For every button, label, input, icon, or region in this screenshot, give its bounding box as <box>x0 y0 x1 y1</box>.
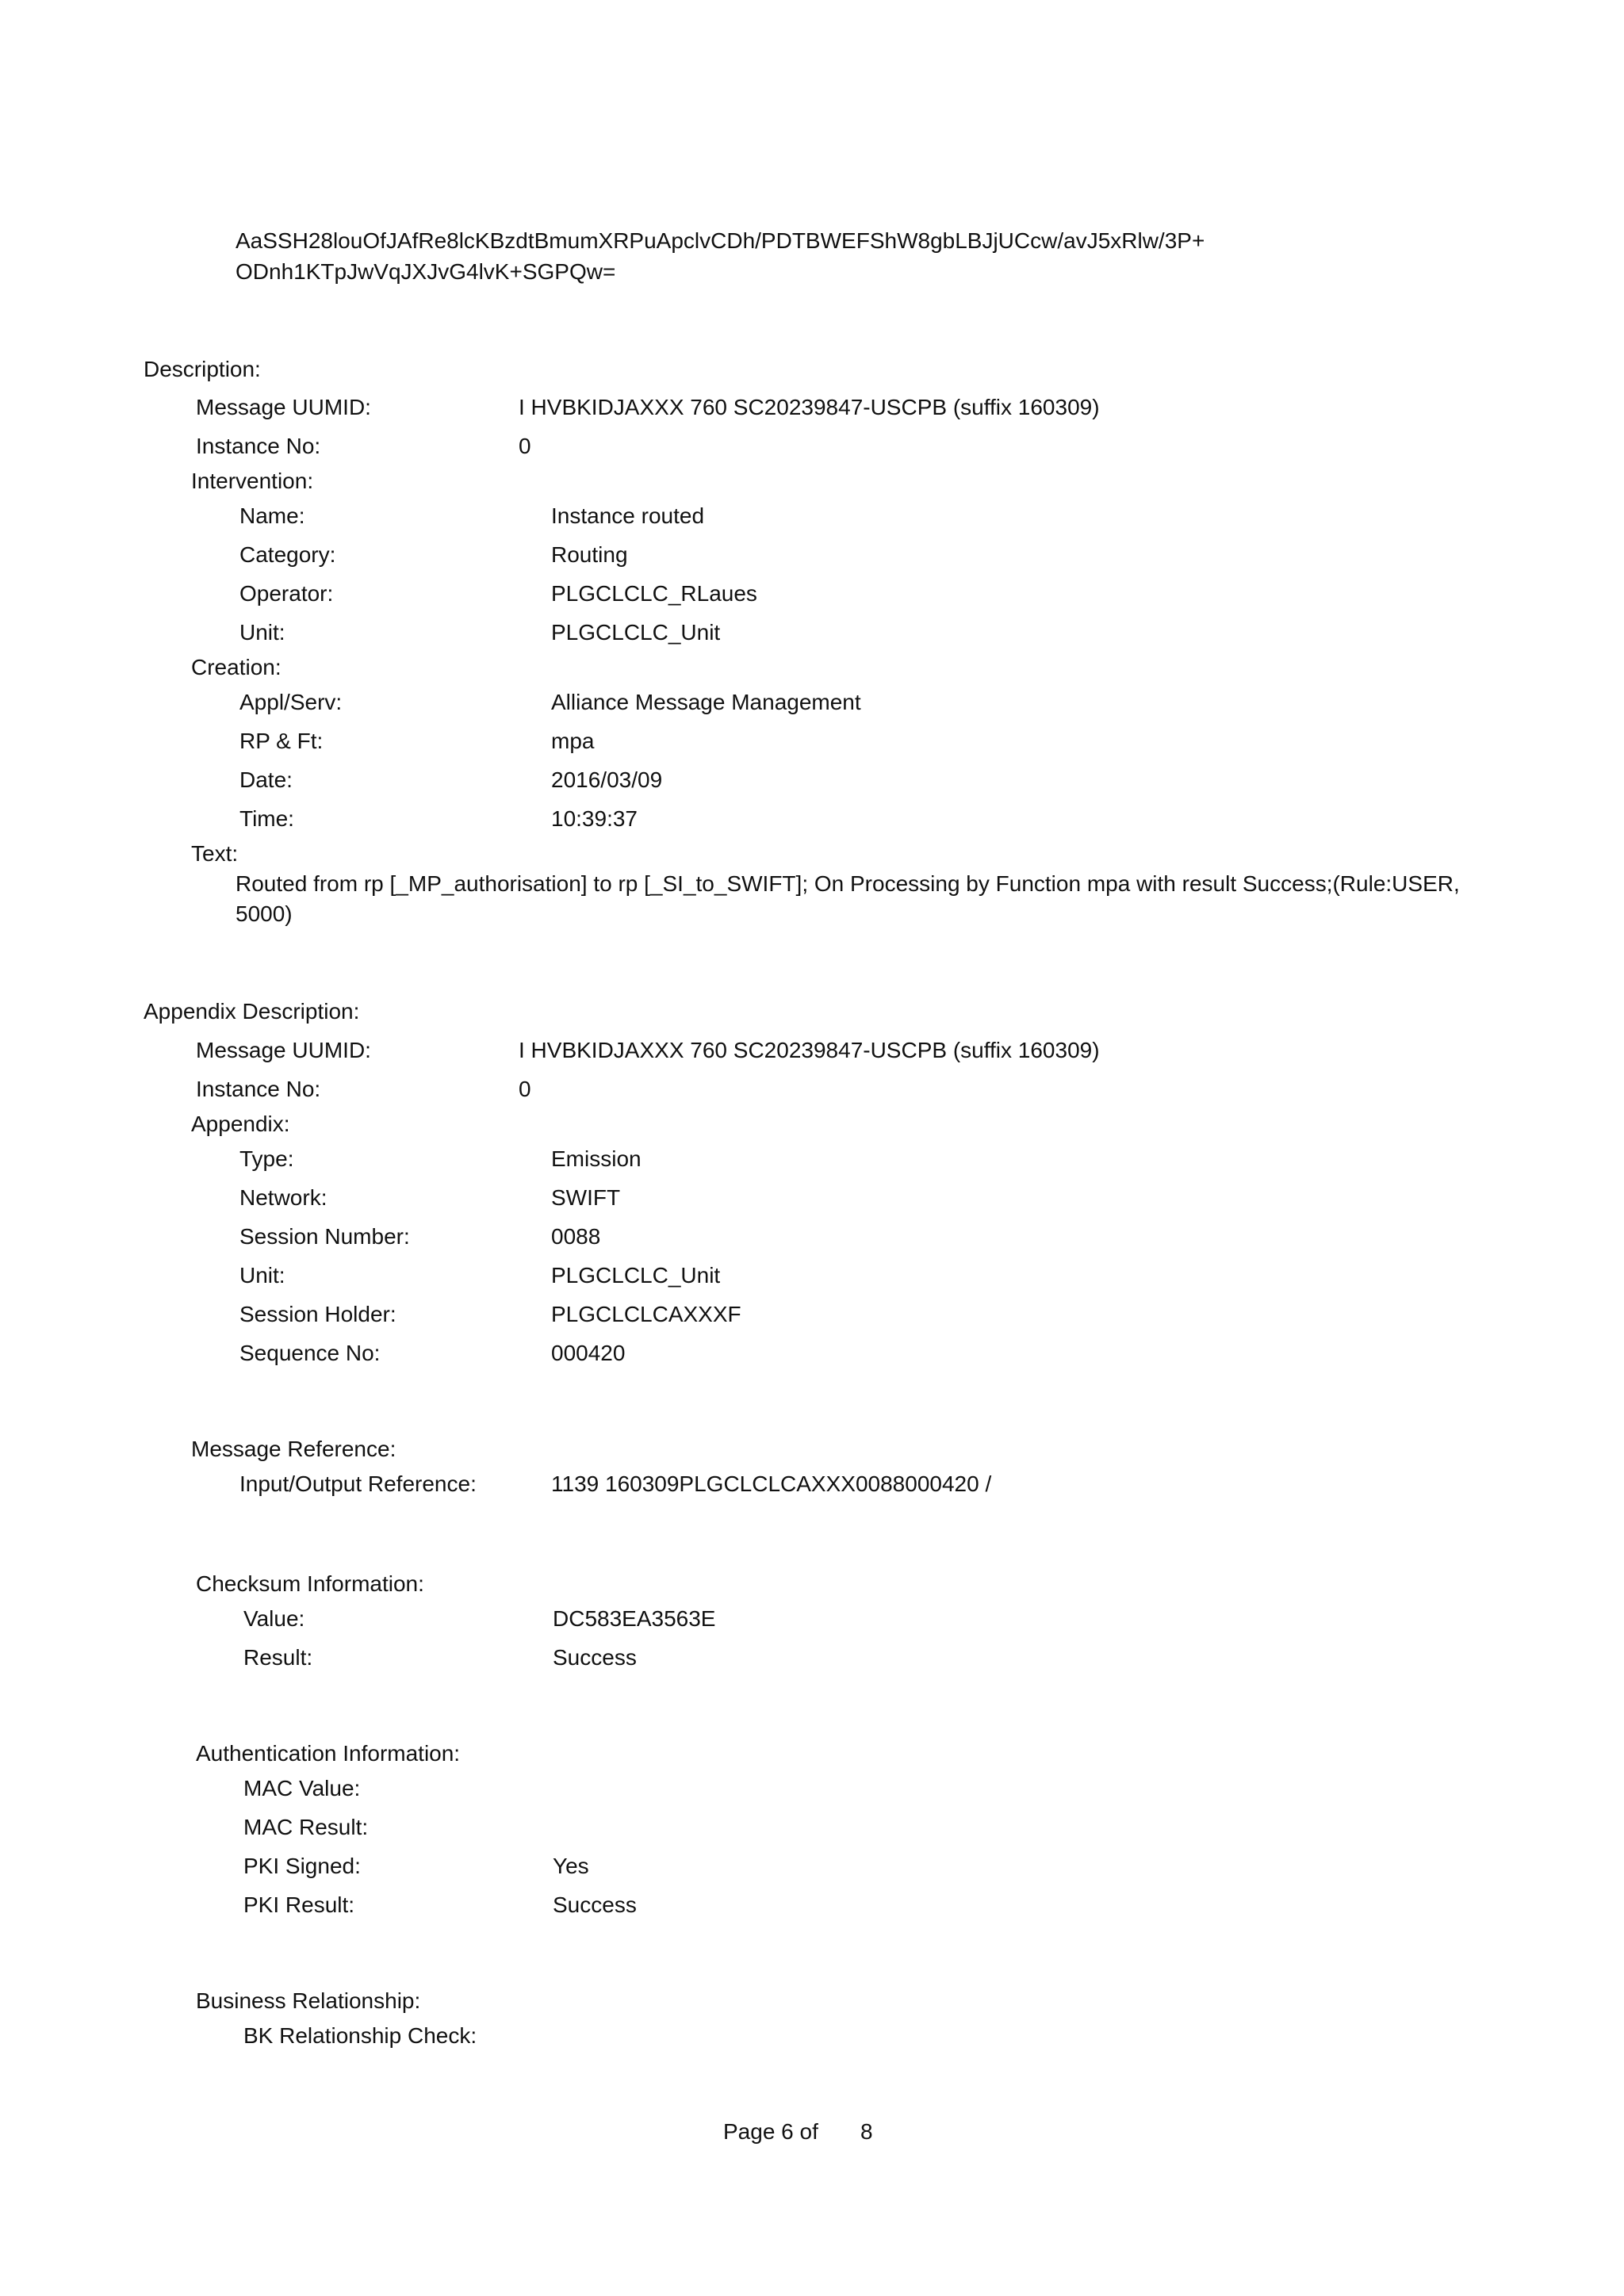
instance-label: Instance No: <box>196 434 321 458</box>
text-value: Routed from rp [_MP_authorisation] to rp [_SI_to_SWIFT]; On Processing by Function mpa with result Success;(Rule:USER, 5000) <box>236 871 1460 926</box>
creation-appl-label: Appl/Serv: <box>239 690 343 714</box>
creation-rp-label: RP & Ft: <box>239 729 324 753</box>
io-reference-value: 1139 160309PLGCLCLCAXXX0088000420 / <box>551 1471 992 1496</box>
appendix-session-label: Session Number: <box>239 1224 410 1249</box>
checksum-result-value: Success <box>553 1645 637 1670</box>
signature-line-2: ODnh1KTpJwVqJXJvG4lvK+SGPQw= <box>236 259 616 284</box>
authentication-heading: Authentication Information: <box>196 1741 461 1766</box>
appendix-type-label: Type: <box>239 1146 294 1171</box>
appendix-seq-label: Sequence No: <box>239 1341 381 1365</box>
appendix-type-value: Emission <box>551 1146 642 1171</box>
checksum-heading: Checksum Information: <box>196 1571 424 1596</box>
creation-date-value: 2016/03/09 <box>551 767 663 792</box>
instance-value: 0 <box>519 434 531 458</box>
intervention-unit-value: PLGCLCLC_Unit <box>551 620 721 645</box>
page-total: 8 <box>860 2119 873 2144</box>
pki-signed-label: PKI Signed: <box>243 1854 361 1878</box>
checksum-value-label: Value: <box>243 1606 305 1631</box>
appendix-uumid-value: I HVBKIDJAXXX 760 SC20239847-USCPB (suffix 160309) <box>519 1038 1100 1062</box>
description-heading: Description: <box>144 357 261 381</box>
bk-relationship-check-label: BK Relationship Check: <box>243 2023 477 2048</box>
creation-time-label: Time: <box>239 806 294 831</box>
text-heading: Text: <box>191 841 239 866</box>
creation-appl-value: Alliance Message Management <box>551 690 861 714</box>
intervention-operator-label: Operator: <box>239 581 334 606</box>
appendix-seq-value: 000420 <box>551 1341 626 1365</box>
business-relationship-heading: Business Relationship: <box>196 1988 421 2013</box>
appendix-unit-value: PLGCLCLC_Unit <box>551 1263 721 1288</box>
appendix-network-value: SWIFT <box>551 1185 621 1210</box>
signature-line-1: AaSSH28louOfJAfRe8lcKBzdtBmumXRPuApclvCDh/PDTBWEFShW8gbLBJjUCcw/avJ5xRlw/3P+ <box>236 228 1205 253</box>
uumid-value: I HVBKIDJAXXX 760 SC20239847-USCPB (suffix 160309) <box>519 395 1100 419</box>
pki-result-label: PKI Result: <box>243 1892 355 1917</box>
checksum-value: DC583EA3563E <box>553 1606 716 1631</box>
appendix-instance-value: 0 <box>519 1077 531 1101</box>
intervention-unit-label: Unit: <box>239 620 285 645</box>
mac-result-label: MAC Result: <box>243 1815 369 1839</box>
intervention-name-label: Name: <box>239 503 305 528</box>
appendix-description-heading: Appendix Description: <box>144 999 360 1024</box>
appendix-uumid-label: Message UUMID: <box>196 1038 371 1062</box>
appendix-holder-value: PLGCLCLCAXXXF <box>551 1302 741 1326</box>
appendix-network-label: Network: <box>239 1185 327 1210</box>
mac-value-label: MAC Value: <box>243 1776 361 1800</box>
appendix-instance-label: Instance No: <box>196 1077 321 1101</box>
intervention-heading: Intervention: <box>191 469 314 493</box>
intervention-category-value: Routing <box>551 542 628 567</box>
uumid-label: Message UUMID: <box>196 395 371 419</box>
intervention-category-label: Category: <box>239 542 336 567</box>
appendix-heading: Appendix: <box>191 1112 290 1136</box>
message-reference-heading: Message Reference: <box>191 1437 396 1461</box>
io-reference-label: Input/Output Reference: <box>239 1471 477 1496</box>
pki-result-value: Success <box>553 1892 637 1917</box>
creation-date-label: Date: <box>239 767 293 792</box>
appendix-unit-label: Unit: <box>239 1263 285 1288</box>
creation-heading: Creation: <box>191 655 282 679</box>
intervention-name-value: Instance routed <box>551 503 705 528</box>
checksum-result-label: Result: <box>243 1645 313 1670</box>
intervention-operator-value: PLGCLCLC_RLaues <box>551 581 757 606</box>
pki-signed-value: Yes <box>553 1854 589 1878</box>
page-number-prefix: Page 6 of <box>723 2119 818 2144</box>
creation-rp-value: mpa <box>551 729 595 753</box>
appendix-session-value: 0088 <box>551 1224 601 1249</box>
creation-time-value: 10:39:37 <box>551 806 638 831</box>
appendix-holder-label: Session Holder: <box>239 1302 396 1326</box>
